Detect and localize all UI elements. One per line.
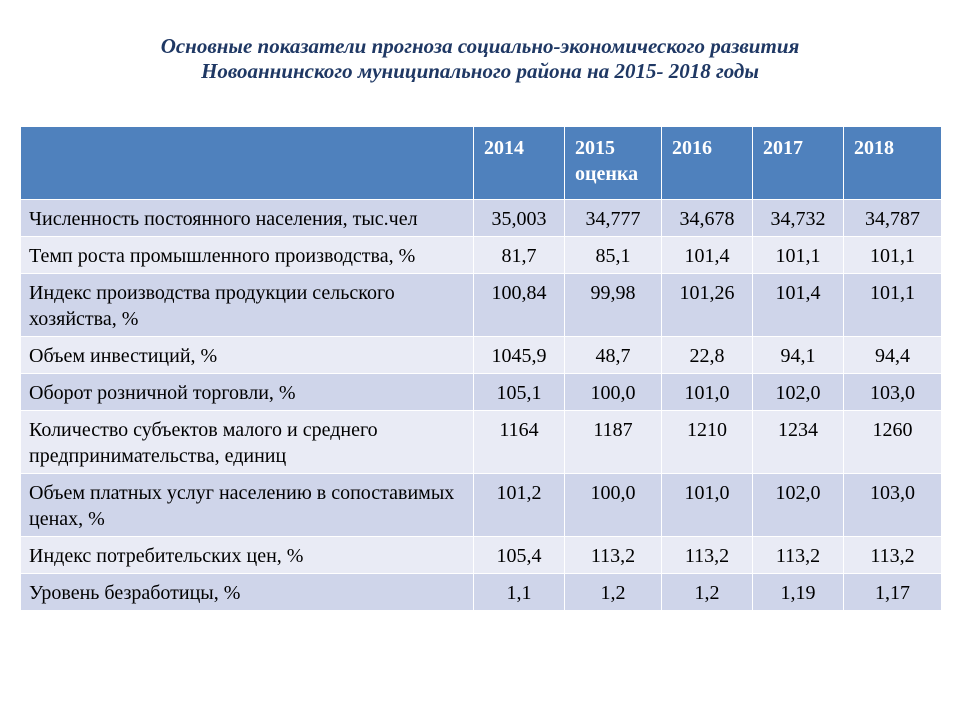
value-cell: 94,1 [753,337,844,374]
value-cell: 1234 [753,411,844,474]
value-cell: 101,4 [662,237,753,274]
value-cell: 101,4 [753,274,844,337]
value-cell: 113,2 [565,537,662,574]
value-cell: 102,0 [753,474,844,537]
value-cell: 101,26 [662,274,753,337]
value-cell: 1,2 [662,574,753,611]
table-row [21,237,942,274]
value-cell: 101,1 [844,237,942,274]
row-label: Темп роста промышленного производства, % [21,237,474,274]
forecast-table [20,126,942,611]
value-cell: 100,84 [474,274,565,337]
row-label: Объем платных услуг населению в сопоставимых ценах, % [21,474,474,537]
value-cell: 105,4 [474,537,565,574]
header-year-2017: 2017 [753,127,844,200]
title-line-2: Новоаннинского муниципального района на 2015- 2018 годы [201,59,759,83]
table-row [21,274,942,337]
header-corner [21,127,474,200]
header-year-2014: 2014 [474,127,565,200]
value-cell: 113,2 [662,537,753,574]
value-cell: 48,7 [565,337,662,374]
value-cell: 101,0 [662,374,753,411]
value-cell: 99,98 [565,274,662,337]
header-year-2015: 2015 оценка [565,127,662,200]
table-row [21,537,942,574]
value-cell: 1164 [474,411,565,474]
value-cell: 100,0 [565,374,662,411]
value-cell: 100,0 [565,474,662,537]
table-row [21,411,942,474]
header-note-estimate: оценка [575,163,639,185]
row-label: Индекс производства продукции сельского хозяйства, % [21,274,474,337]
table-row [21,574,942,611]
value-cell: 34,732 [753,200,844,237]
value-cell: 101,1 [844,274,942,337]
row-label: Уровень безработицы, % [21,574,474,611]
table-row [21,200,942,237]
value-cell: 113,2 [844,537,942,574]
value-cell: 103,0 [844,474,942,537]
value-cell: 34,777 [565,200,662,237]
page-title [0,34,960,84]
value-cell: 1,19 [753,574,844,611]
table-row [21,374,942,411]
value-cell: 1,1 [474,574,565,611]
value-cell: 94,4 [844,337,942,374]
row-label: Оборот розничной торговли, % [21,374,474,411]
value-cell: 1045,9 [474,337,565,374]
row-label: Количество субъектов малого и среднего предпринимательства, единиц [21,411,474,474]
row-label: Индекс потребительских цен, % [21,537,474,574]
row-label: Численность постоянного населения, тыс.чел [21,200,474,237]
value-cell: 81,7 [474,237,565,274]
table-row [21,474,942,537]
value-cell: 105,1 [474,374,565,411]
value-cell: 101,2 [474,474,565,537]
title-line-1: Основные показатели прогноза социально-экономического развития [160,34,800,58]
value-cell: 102,0 [753,374,844,411]
row-label: Объем инвестиций, % [21,337,474,374]
value-cell: 1,17 [844,574,942,611]
header-year-2016: 2016 [662,127,753,200]
header-year-2018: 2018 [844,127,942,200]
header-row [21,127,942,200]
value-cell: 1260 [844,411,942,474]
value-cell: 103,0 [844,374,942,411]
value-cell: 22,8 [662,337,753,374]
value-cell: 34,678 [662,200,753,237]
value-cell: 101,1 [753,237,844,274]
value-cell: 1,2 [565,574,662,611]
value-cell: 85,1 [565,237,662,274]
table-body [21,200,942,611]
value-cell: 101,0 [662,474,753,537]
value-cell: 1210 [662,411,753,474]
value-cell: 113,2 [753,537,844,574]
value-cell: 1187 [565,411,662,474]
table-row [21,337,942,374]
value-cell: 34,787 [844,200,942,237]
value-cell: 35,003 [474,200,565,237]
